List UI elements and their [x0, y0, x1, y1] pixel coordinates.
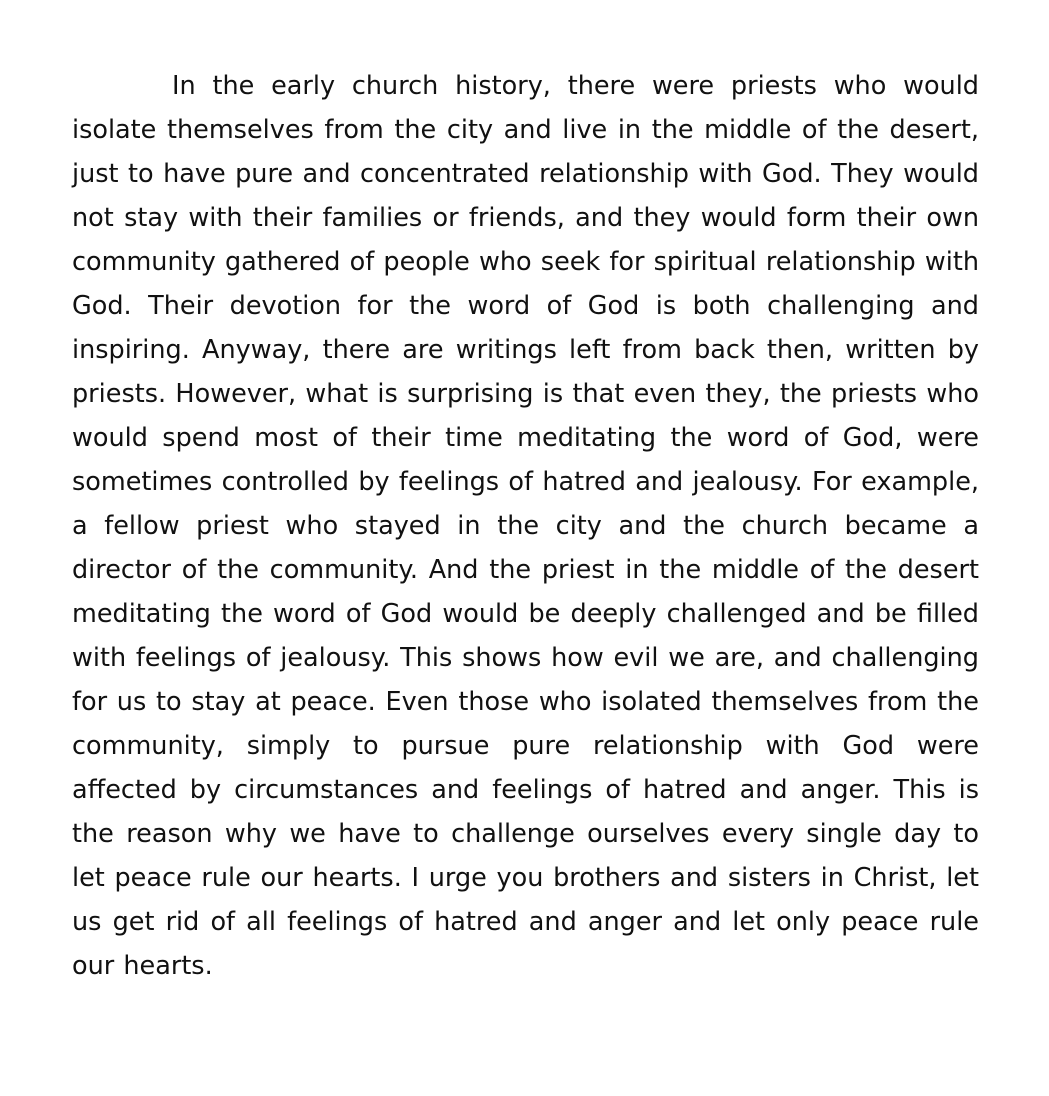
body-paragraph: In the early church history, there were priests who would isolate themselves from the city and live in the middle of the desert, just to have pure and concentrated relationship with God. They would not stay with their families or friends, and they would form their own community gathered of people who seek for spiritual relationship with God. Their devotion for the word of God is both challenging and inspiring. Anyway, there are writings left from back then, written by priests. However, what is surprising is that even they, the priests who would spend most of their time meditating the word of God, were sometimes controlled by feelings of hatred and jealousy. For example, a fellow priest who stayed in the city and the church became a director of the community. And the priest in the middle of the desert meditating the word of God would be deeply challenged and be filled with feelings of jealousy. This shows how evil we are, and challenging for us to stay at peace. Even those who isolated themselves from the community, simply to pursue pure relationship with God were affected by circumstances and feelings of hatred and anger. This is the reason why we have to challenge ourselves every single day to let peace rule our hearts. I urge you brothers and sisters in Christ, let us get rid of all feelings of hatred and anger and let only peace rule our hearts.: [72, 71, 979, 981]
text-block: [72, 64, 979, 988]
